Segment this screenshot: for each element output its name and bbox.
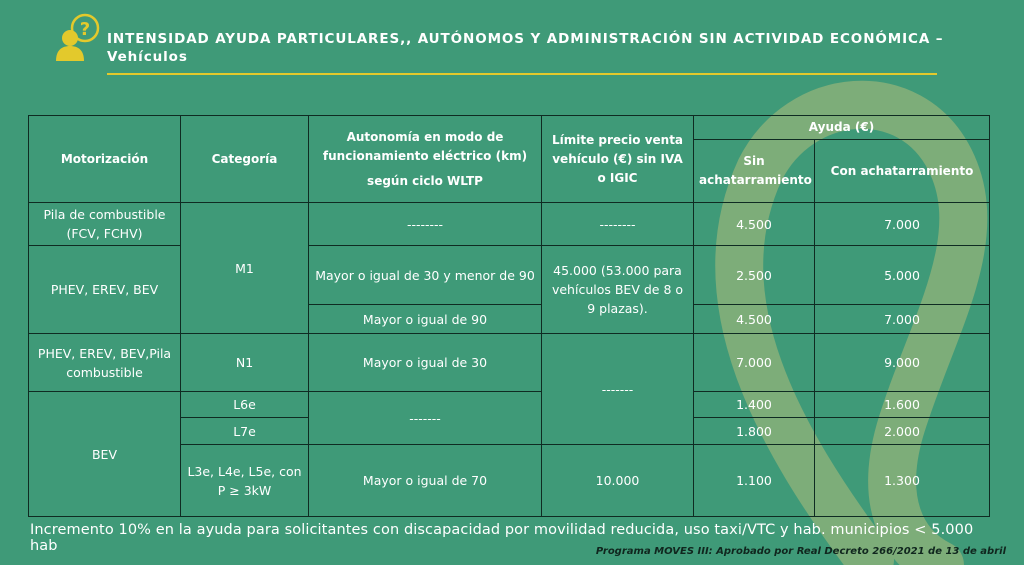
title-divider [107,73,937,75]
header-autonomia-line1: Autonomía en modo de funcionamiento eléctrico (km) [322,129,528,163]
header-limite: Límite precio venta vehículo (€) sin IVA o IGIC [542,116,694,203]
cell-con-achatarramiento: 7.000 [815,203,990,246]
cell-sin-achatarramiento: 7.000 [694,334,815,392]
cell-limite: ------- [542,334,694,445]
table-header-row [29,116,990,140]
cell-categoria: M1 [181,203,309,334]
page-title [107,30,987,66]
table-row [29,246,990,305]
cell-motorizacion: PHEV, EREV, BEV,Pila combustible [29,334,181,392]
cell-sin-achatarramiento: 1.100 [694,445,815,517]
cell-motorizacion: PHEV, EREV, BEV [29,246,181,334]
cell-sin-achatarramiento: 1.400 [694,392,815,418]
cell-autonomia: Mayor o igual de 90 [309,305,542,334]
title-line-1: INTENSIDAD AYUDA PARTICULARES,, AUTÓNOMOS Y ADMINISTRACIÓN SIN ACTIVIDAD ECONÓMICA – [107,31,944,47]
header-categoria: Categoría [181,116,309,203]
cell-autonomia: Mayor o igual de 30 [309,334,542,392]
cell-autonomia: ------- [309,392,542,445]
cell-limite: 10.000 [542,445,694,517]
person-question-icon [52,12,102,62]
cell-con-achatarramiento: 5.000 [815,246,990,305]
cell-motorizacion: Pila de combustible (FCV, FCHV) [29,203,181,246]
cell-con-achatarramiento: 1.300 [815,445,990,517]
title-line-2: Vehículos [107,49,188,65]
cell-sin-achatarramiento: 4.500 [694,203,815,246]
cell-autonomia: Mayor o igual de 70 [309,445,542,517]
table-row [29,392,990,418]
cell-categoria: L7e [181,418,309,445]
header-ayuda: Ayuda (€) [694,116,990,140]
cell-con-achatarramiento: 1.600 [815,392,990,418]
source-citation: Programa MOVES III: Aprobado por Real Decreto 266/2021 de 13 de abril [595,546,1006,557]
footnote: Incremento 10% en la ayuda para solicitantes con discapacidad por movilidad reducida, uso taxi/VTC y hab. municipios < 5.000 hab [30,522,974,554]
cell-motorizacion: BEV [29,392,181,517]
cell-categoria: L6e [181,392,309,418]
cell-autonomia: -------- [309,203,542,246]
header-autonomia-line2: según ciclo WLTP [367,173,483,188]
cell-limite: 45.000 (53.000 para vehículos BEV de 8 o 9 plazas). [542,246,694,334]
cell-con-achatarramiento: 7.000 [815,305,990,334]
header-sin-achatarramiento: Sin achatarramiento [694,140,815,203]
cell-sin-achatarramiento: 2.500 [694,246,815,305]
cell-con-achatarramiento: 2.000 [815,418,990,445]
cell-categoria: L3e, L4e, L5e, con P ≥ 3kW [181,445,309,517]
header-motorizacion: Motorización [29,116,181,203]
cell-sin-achatarramiento: 1.800 [694,418,815,445]
cell-autonomia: Mayor o igual de 30 y menor de 90 [309,246,542,305]
cell-con-achatarramiento: 9.000 [815,334,990,392]
cell-categoria: N1 [181,334,309,392]
header-con-achatarramiento: Con achatarramiento [815,140,990,203]
table-row [29,203,990,246]
cell-limite: -------- [542,203,694,246]
svg-text:?: ? [79,19,91,40]
table-row [29,334,990,392]
cell-sin-achatarramiento: 4.500 [694,305,815,334]
header-autonomia [309,116,542,203]
aid-table [28,115,990,517]
